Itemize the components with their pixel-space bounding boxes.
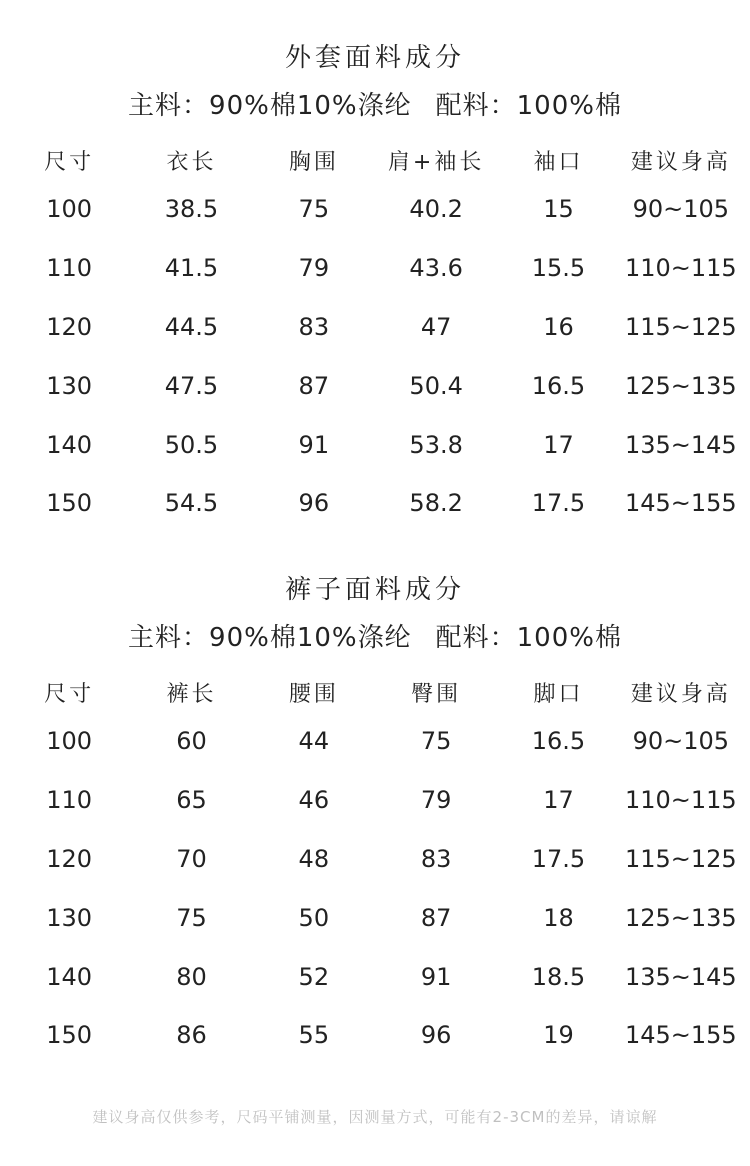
table-cell: 40.2: [409, 195, 463, 224]
table-cell: 52: [298, 962, 330, 991]
table-cell: 75: [298, 195, 330, 224]
jacket-material-line: [0, 86, 750, 126]
table-cell: 16.5: [531, 371, 586, 400]
table-cell: 140: [46, 430, 93, 459]
table-cell: 91: [298, 430, 330, 459]
table-cell: 100: [46, 727, 93, 756]
table-cell: 140: [46, 962, 93, 991]
table-cell: 130: [46, 903, 93, 932]
table-cell: 79: [420, 786, 452, 815]
table-cell: 115~125: [624, 312, 737, 341]
table-cell: 135~145: [624, 430, 737, 459]
table-cell: 50.5: [164, 430, 219, 459]
table-cell: 96: [298, 489, 330, 518]
table-cell: 60: [176, 727, 207, 756]
table-cell: 47: [420, 312, 452, 341]
table-row: [8, 771, 742, 830]
table-cell: 110~115: [624, 786, 737, 815]
table-cell: 150: [46, 1021, 93, 1050]
table-cell: 80: [176, 962, 207, 991]
table-cell: 46: [298, 786, 330, 815]
header-hip: 臀围: [411, 681, 462, 707]
table-cell: 17: [543, 430, 574, 459]
table-cell: 87: [298, 371, 330, 400]
pants-main-material: 主料：90%棉10%涤纶: [128, 623, 412, 653]
table-cell: 110: [46, 254, 93, 283]
table-cell: 120: [46, 312, 93, 341]
table-cell: 47.5: [164, 371, 219, 400]
table-cell: 17.5: [531, 844, 586, 873]
table-cell: 16: [543, 312, 574, 341]
table-cell: 16.5: [531, 727, 586, 756]
header-waist: 腰围: [288, 681, 339, 707]
table-cell: 44: [298, 727, 330, 756]
table-row: [8, 712, 742, 771]
table-cell: 86: [176, 1021, 207, 1050]
table-cell: 38.5: [164, 195, 219, 224]
table-row: [8, 356, 742, 415]
table-cell: 18.5: [531, 962, 586, 991]
table-cell: 87: [420, 903, 452, 932]
table-row: [8, 415, 742, 474]
table-cell: 54.5: [164, 489, 219, 518]
table-cell: 145~155: [624, 1021, 737, 1050]
header-suggested-height: 建议身高: [630, 149, 731, 175]
table-cell: 41.5: [164, 254, 219, 283]
header-size: 尺寸: [44, 149, 95, 175]
table-cell: 130: [46, 371, 93, 400]
pants-lining-material: 配料：100%棉: [435, 623, 622, 653]
header-pants-length: 裤长: [166, 681, 217, 707]
table-cell: 90~105: [632, 195, 730, 224]
table-row: [8, 888, 742, 947]
pants-material-line: [0, 618, 750, 658]
table-cell: 15.5: [531, 254, 586, 283]
table-cell: 91: [420, 962, 452, 991]
table-cell: 50.4: [409, 371, 463, 400]
jacket-lining-material: 配料：100%棉: [435, 91, 622, 121]
table-cell: 150: [46, 489, 93, 518]
table-cell: 43.6: [409, 254, 463, 283]
table-cell: 53.8: [409, 430, 463, 459]
table-header-row: [8, 672, 742, 712]
table-cell: 120: [46, 844, 93, 873]
table-cell: 15: [543, 195, 574, 224]
table-cell: 55: [298, 1021, 330, 1050]
pants-size-table: [8, 672, 742, 1065]
table-cell: 17: [543, 786, 574, 815]
table-cell: 17.5: [531, 489, 586, 518]
table-cell: 110: [46, 786, 93, 815]
table-cell: 19: [543, 1021, 574, 1050]
pants-title: 裤子面料成分: [284, 575, 465, 605]
header-leg-opening: 脚口: [533, 681, 584, 707]
measurement-disclaimer: 建议身高仅供参考，尺码平铺测量，因测量方式，可能有2-3CM的差异，请谅解: [92, 1108, 658, 1126]
table-cell: 65: [176, 786, 207, 815]
header-cuff: 袖口: [533, 149, 584, 175]
table-cell: 100: [46, 195, 93, 224]
table-cell: 75: [176, 903, 207, 932]
table-row: [8, 180, 742, 239]
table-cell: 83: [420, 844, 452, 873]
table-row: [8, 830, 742, 889]
jacket-main-material: 主料：90%棉10%涤纶: [128, 91, 412, 121]
table-row: [8, 947, 742, 1006]
table-cell: 125~135: [624, 371, 737, 400]
table-cell: 18: [543, 903, 574, 932]
header-suggested-height: 建议身高: [630, 681, 731, 707]
table-cell: 145~155: [624, 489, 737, 518]
table-row: [8, 1006, 742, 1065]
table-cell: 48: [298, 844, 330, 873]
table-row: [8, 239, 742, 298]
jacket-size-table: [8, 140, 742, 533]
table-cell: 50: [298, 903, 330, 932]
table-cell: 110~115: [624, 254, 737, 283]
table-cell: 96: [420, 1021, 452, 1050]
table-cell: 75: [420, 727, 452, 756]
header-size: 尺寸: [44, 681, 95, 707]
header-chest: 胸围: [288, 149, 339, 175]
jacket-section: [0, 40, 750, 518]
table-row: [8, 298, 742, 357]
table-cell: 115~125: [624, 844, 737, 873]
jacket-title: 外套面料成分: [284, 43, 465, 73]
table-header-row: [8, 140, 742, 180]
table-row: [8, 474, 742, 533]
table-cell: 90~105: [632, 727, 730, 756]
table-cell: 135~145: [624, 962, 737, 991]
pants-section: [0, 572, 750, 1050]
table-cell: 70: [176, 844, 207, 873]
header-length: 衣长: [166, 149, 217, 175]
table-cell: 125~135: [624, 903, 737, 932]
table-cell: 44.5: [164, 312, 219, 341]
table-cell: 83: [298, 312, 330, 341]
header-shoulder-sleeve: 肩+袖长: [387, 149, 485, 175]
table-cell: 58.2: [409, 489, 463, 518]
table-cell: 79: [298, 254, 330, 283]
